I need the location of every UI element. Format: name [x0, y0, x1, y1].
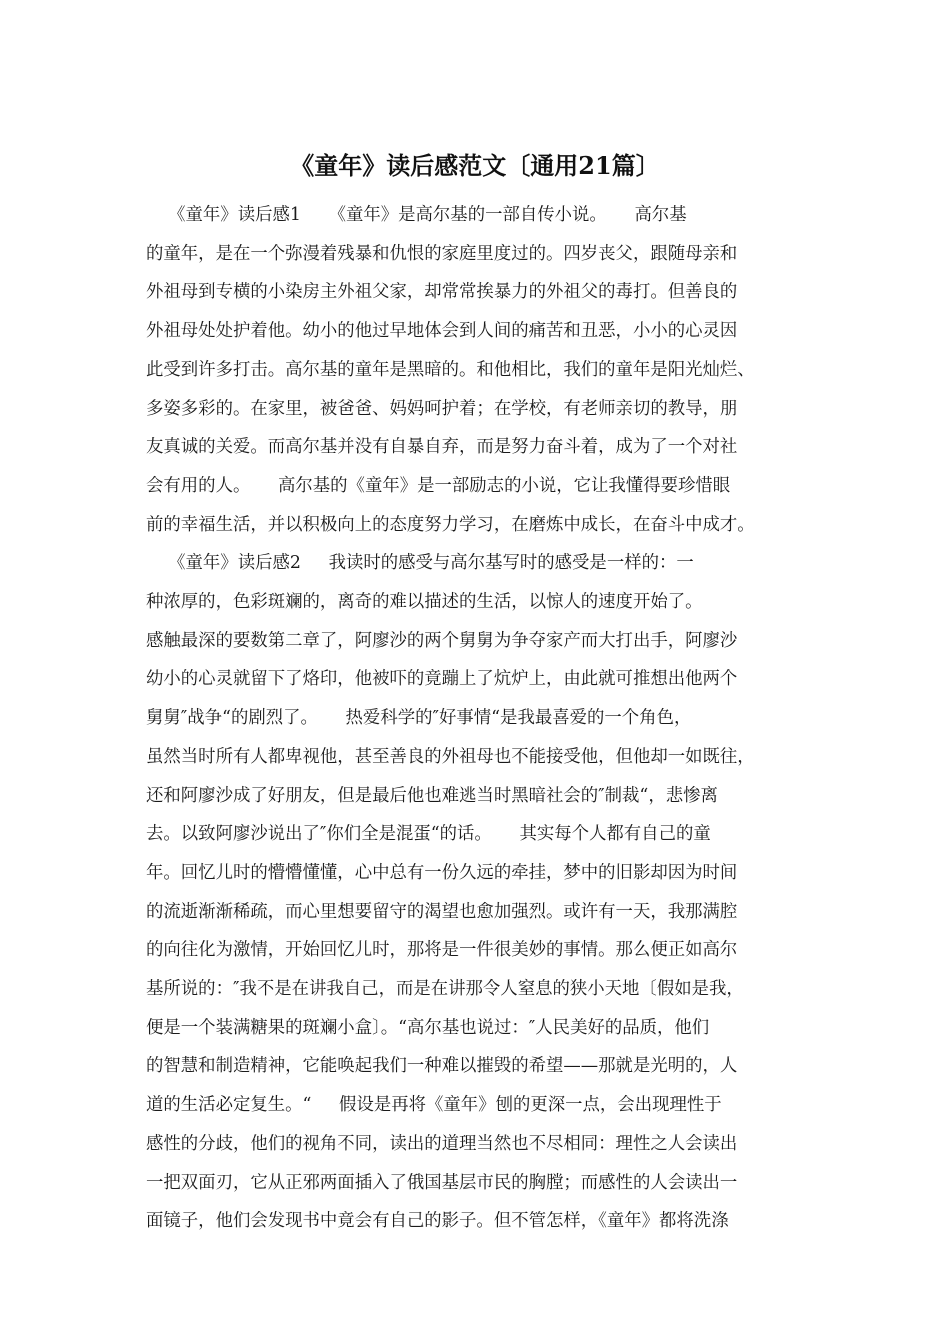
document-title: 《童年》读后感范文〔通用21篇〕	[290, 151, 660, 180]
document-body: 《童年》读后感1 《童年》是高尔基的一部自传小说。 高尔基 的童年，是在一个弥漫着残暴和仇恨的家庭里度过的。四岁丧父，跟随母亲和 外祖母到专横的小染房主外祖父家，却常常挨暴力的外祖父的毒打。但善良的 外祖母处处护着他。幼小的他过早地体会到人间的痛苦和丑恶，小小的心灵因 此受到许多打击。高尔基的童年是黑暗的。和他相比，我们的童年是阳光灿烂、 多姿多彩的。在家里，被爸爸、妈妈呵护着；在学校，有老师亲切的教导，朋 友真诚的关爱。而高尔基并没有自暴自弃，而是努力奋斗着，成为了一个对社 会有用的人。 高尔基的《童年》是一部励志的小说，它让我懂得要珍惜眼 前的幸福生活，并以积极向上的态度努力学习，在磨炼中成长，在奋斗中成才。 《童年》读后感2 我读时的感受与高尔基写时的感受是一样的：一 种浓厚的，色彩斑斓的，离奇的难以描述的生活，以惊人的速度开始了。 感触最深的要数第二章了，阿廖沙的两个舅舅为争夺家产而大打出手，阿廖沙 幼小的心灵就留下了烙印，他被吓的竟蹦上了炕炉上，由此就可推想出他两个 舅舅″战争“的剧烈了。 热爱科学的″好事情“是我最喜爱的一个角色， 虽然当时所有人都卑视他，甚至善良的外祖母也不能接受他，但他却一如既往， 还和阿廖沙成了好朋友，但是最后他也难逃当时黑暗社会的″制裁“，悲惨离 去。以致阿廖沙说出了″你们全是混蛋“的话。 其实每个人都有自己的童 年。回忆儿时的懵懵懂懂，心中总有一份久远的牵挂，梦中的旧影却因为时间 的流逝渐渐稀疏，而心里想要留守的渴望也愈加强烈。或许有一天，我那满腔 的向往化为激情，开始回忆儿时，那将是一件很美妙的事情。那么便正如高尔 基所说的：″我不是在讲我自己，而是在讲那令人窒息的狭小天地〔假如是我， 便是一个装满糖果的斑斓小盒〕。“高尔基也说过：″人民美好的品质，他们 的智慧和制造精神，它能唤起我们一种难以摧毁的希望——那就是光明的，人 道的生活必定复生。“ 假设是再将《童年》刨的更深一点，会出现理性于 感性的分歧，他们的视角不同，读出的道理当然也不尽相同：理性之人会读出 一把双面刃，它从正邪两面插入了俄国基层市民的胸膛；而感性的人会读出一 面镜子，他们会发现书中竟会有自己的影子。但不管怎样，《童年》都将洗涤	[146, 205, 755, 1232]
